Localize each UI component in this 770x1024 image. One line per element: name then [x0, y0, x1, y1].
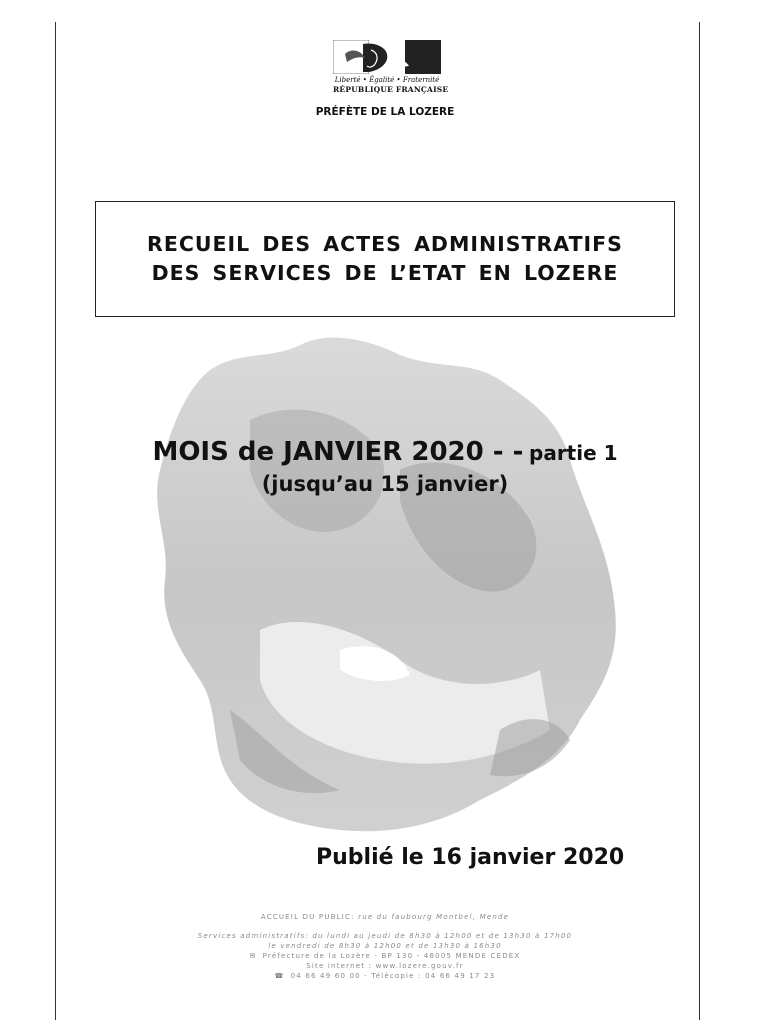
republic-logo-block: [333, 40, 449, 94]
motto: Liberté • Égalité • Fraternité: [334, 76, 440, 84]
prefecture-name: PRÉFÈTE DE LA LOZERE: [315, 106, 455, 118]
title-line-1: RECUEIL DES ACTES ADMINISTRATIFS: [147, 232, 623, 256]
footer-services: [0, 931, 770, 941]
left-margin-line: [55, 22, 56, 1020]
footer-reception: [0, 912, 770, 922]
publication-date: Publié le 16 janvier 2020: [316, 845, 625, 870]
postal-address: Préfecture de la Lozère - BP 130 - 48005 MENDE CEDEX: [262, 952, 521, 960]
services-hours-1: du lundi au jeudi de 8h30 à 12h00 et de 13h30 à 17h00: [312, 932, 573, 940]
services-hours-2: le vendredi de 8h30 à 12h00 et de 13h30 à 16h30: [268, 942, 502, 950]
reception-address: rue du faubourg Montbel, Mende: [358, 913, 510, 921]
title-line-2: DES SERVICES DE L’ETAT EN LOZERE: [151, 261, 619, 285]
envelope-icon: ✉: [249, 952, 257, 960]
footer: [0, 912, 770, 981]
lozere-landscape-image: [140, 330, 640, 850]
services-label: Services administratifs:: [197, 932, 309, 940]
marianne-logo: [333, 40, 441, 74]
title-box: [95, 201, 675, 317]
issue-part: partie 1: [529, 441, 618, 465]
phone-numbers: 04 66 49 60 00 - Télécopie : 04 66 49 17 23: [290, 972, 496, 980]
right-margin-line: [699, 22, 700, 1020]
republic-name: RÉPUBLIQUE FRANÇAISE: [333, 85, 449, 94]
reception-label: ACCUEIL DU PUBLIC:: [260, 913, 355, 921]
issue-month-line: [0, 437, 770, 467]
issue-until: (jusqu’au 15 janvier): [261, 472, 509, 496]
footer-phone: [0, 971, 770, 981]
phone-icon: ☎: [274, 972, 285, 980]
issue-month: MOIS de JANVIER 2020 - -: [152, 437, 524, 467]
footer-website: Site internet : www.lozere.gouv.fr: [306, 962, 464, 970]
footer-postal: [0, 951, 770, 961]
